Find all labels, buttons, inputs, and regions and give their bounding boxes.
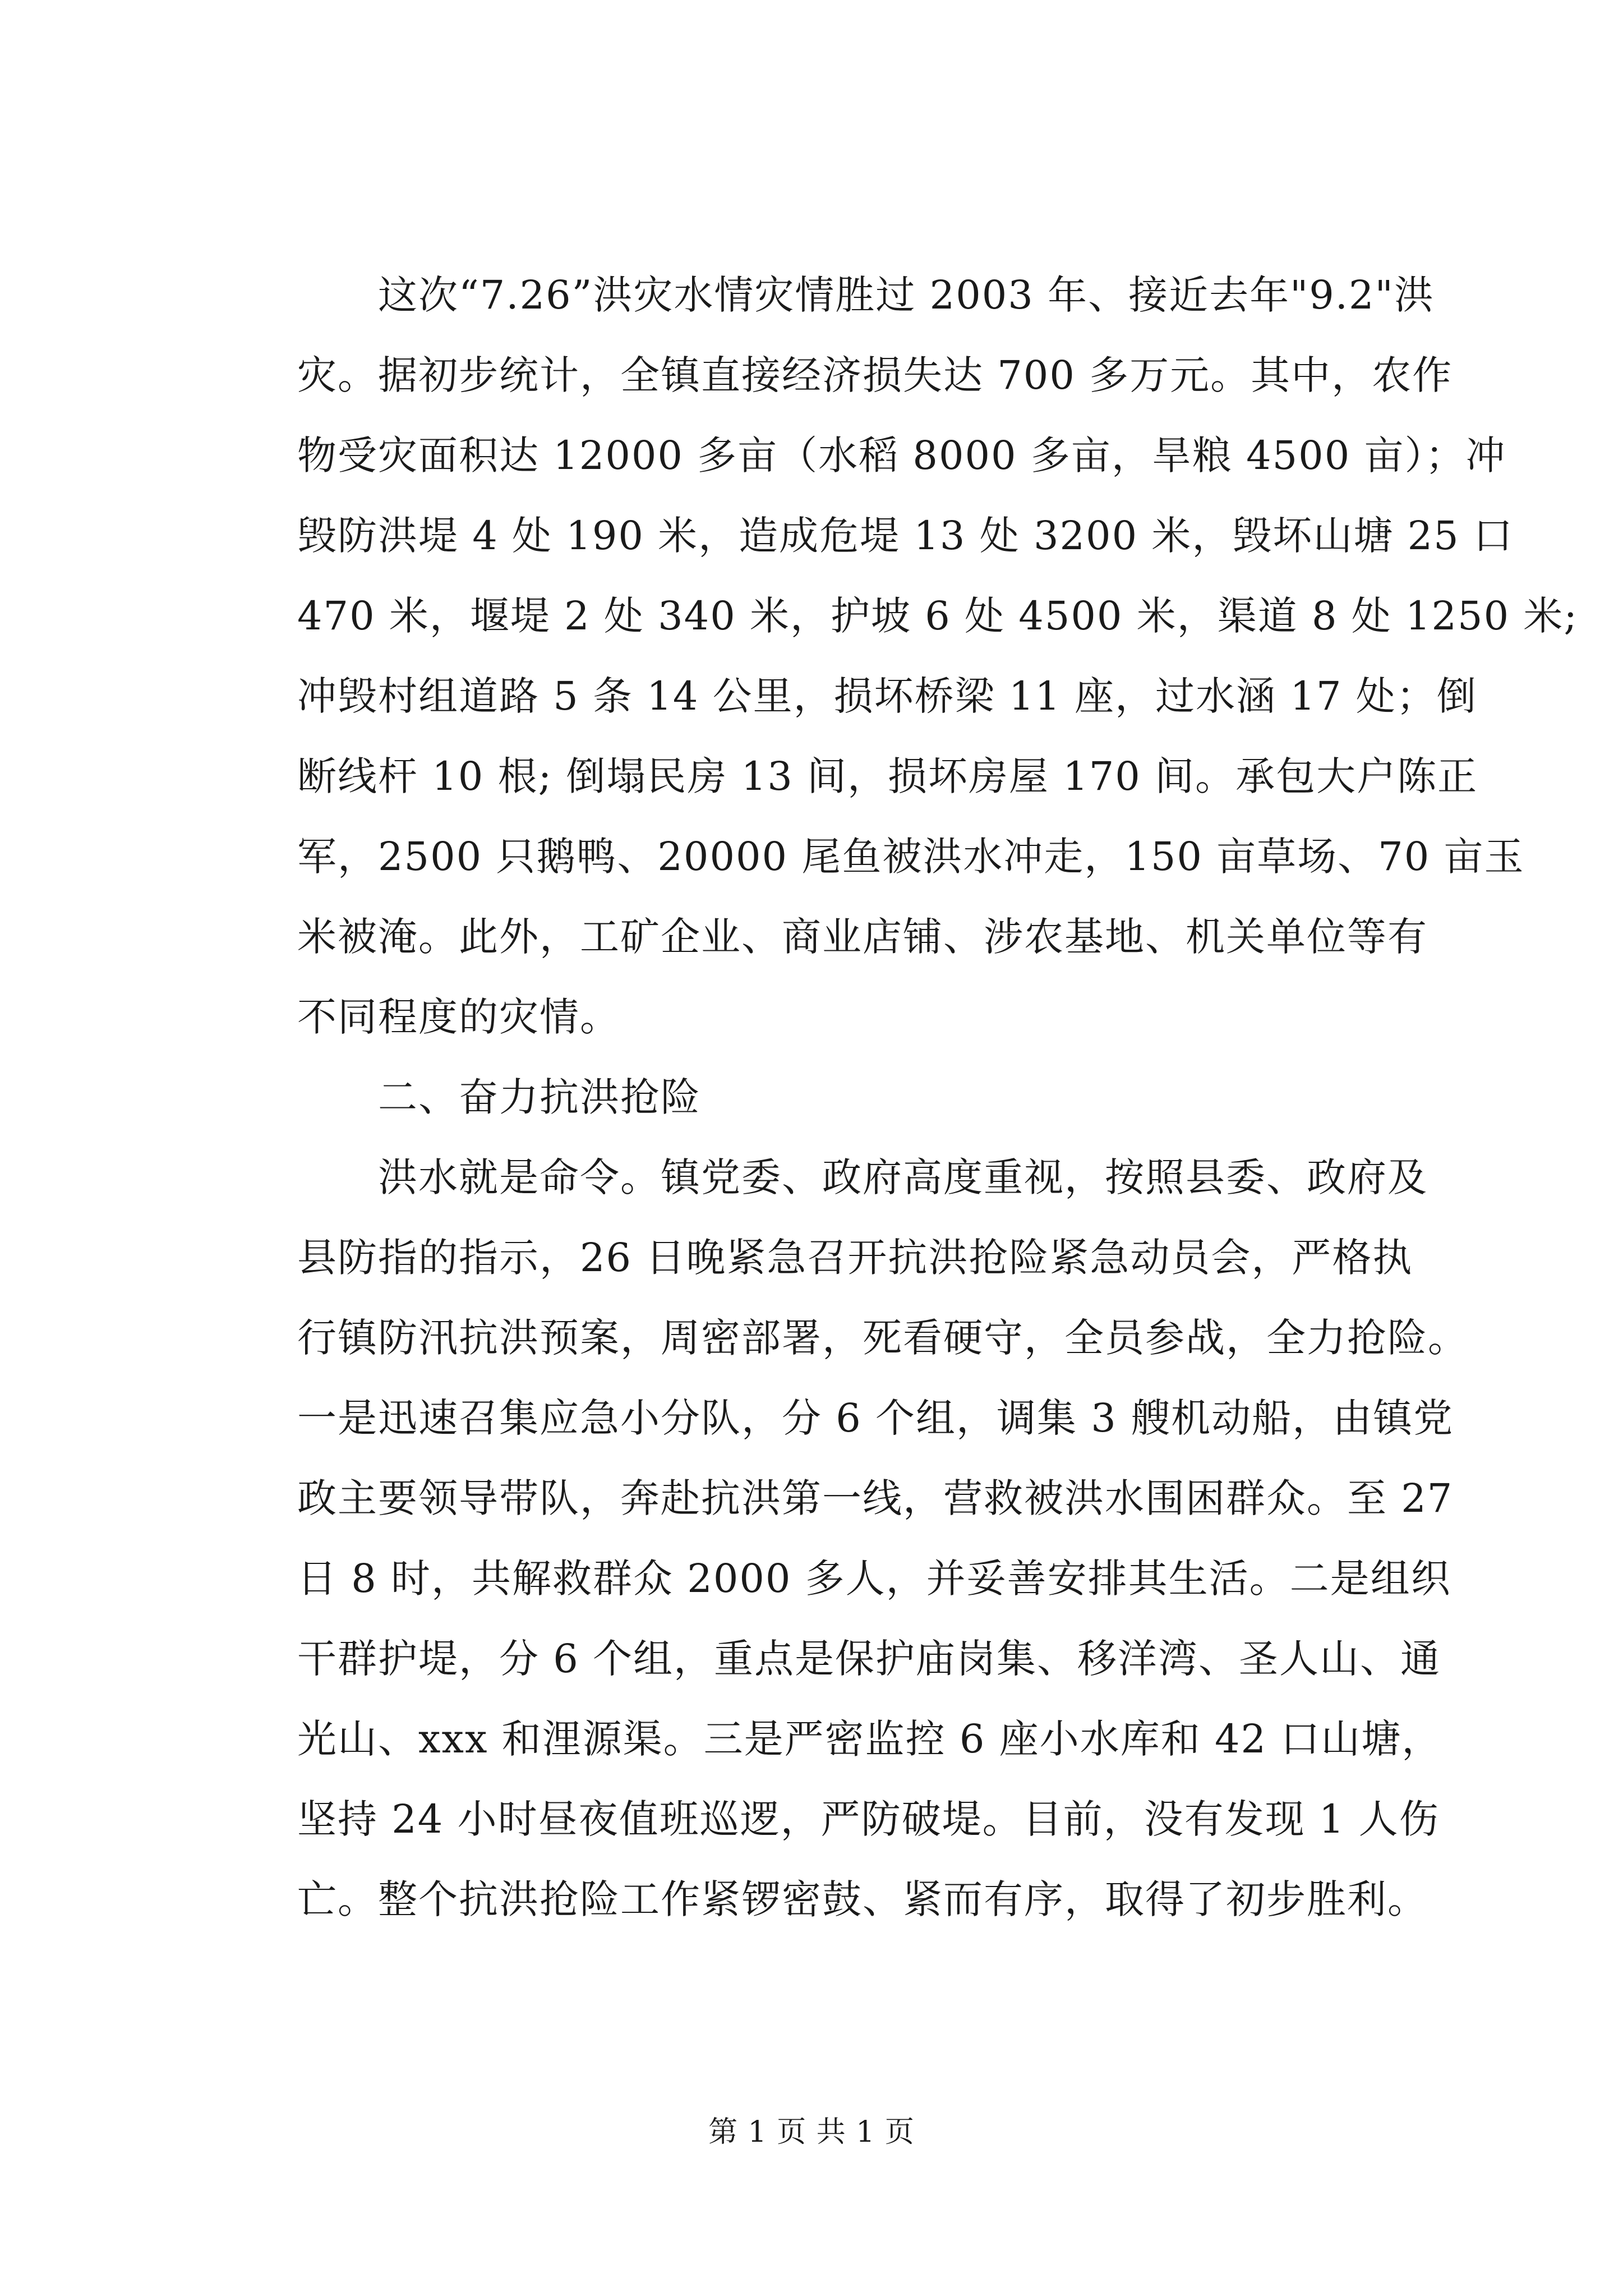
text-line: 灾。据初步统计，全镇直接经济损失达 700 多万元。其中，农作: [297, 352, 1453, 398]
text-line: 政主要领导带队，奔赴抗洪第一线，营救被洪水围困群众。至 27: [297, 1475, 1454, 1521]
text-line: 470 米，堰堤 2 处 340 米，护坡 6 处 4500 米，渠道 8 处 1250 米;: [297, 593, 1578, 639]
text-line: 冲毁村组道路 5 条 14 公里，损坏桥梁 11 座，过水涵 17 处；倒: [297, 673, 1477, 719]
text-line: 洪水就是命令。镇党委、政府高度重视，按照县委、政府及: [297, 1154, 1428, 1200]
document-body: [297, 255, 1610, 1940]
text-line: 一是迅速召集应急小分队，分 6 个组，调集 3 艘机动船，由镇党: [297, 1395, 1454, 1441]
section-heading: 二、奋力抗洪抢险: [297, 1074, 701, 1120]
text-line: 断线杆 10 根; 倒塌民房 13 间，损坏房屋 170 间。承包大户陈正: [297, 753, 1478, 799]
text-line: 干群护堤，分 6 个组，重点是保护庙岗集、移洋湾、圣人山、通: [297, 1636, 1441, 1682]
text-line: 物受灾面积达 12000 多亩（水稻 8000 多亩，旱粮 4500 亩）；冲: [297, 432, 1506, 478]
text-line: 米被淹。此外，工矿企业、商业店铺、涉农基地、机关单位等有: [297, 914, 1428, 960]
text-line: 坚持 24 小时昼夜值班巡逻，严防破堤。目前，没有发现 1 人伤: [297, 1796, 1440, 1842]
text-line: 毁防洪堤 4 处 190 米，造成危堤 13 处 3200 米，毁坏山塘 25 口: [297, 513, 1514, 559]
text-line: 亡。整个抗洪抢险工作紧锣密鼓、紧而有序，取得了初步胜利。: [297, 1876, 1428, 1922]
text-line: 行镇防汛抗洪预案，周密部署，死看硬守，全员参战，全力抢险。: [297, 1315, 1468, 1361]
text-line: 不同程度的灾情。: [297, 994, 620, 1040]
text-line: 光山、xxx 和浬源渠。三是严密监控 6 座小水库和 42 口山塘，: [297, 1716, 1442, 1762]
text-line: 日 8 时，共解救群众 2000 多人，并妥善安排其生活。二是组织: [297, 1556, 1451, 1602]
page-number-label: 第 1 页 共 1 页: [708, 2115, 915, 2149]
page-footer: [0, 2108, 1623, 2150]
text-line: 这次“7.26”洪灾水情灾情胜过 2003 年、接近去年"9.2"洪: [297, 272, 1435, 318]
text-line: 县防指的指示，26 日晚紧急召开抗洪抢险紧急动员会，严格执: [297, 1235, 1413, 1281]
text-line: 军，2500 只鹅鸭、20000 尾鱼被洪水冲走，150 亩草场、70 亩玉: [297, 834, 1525, 880]
